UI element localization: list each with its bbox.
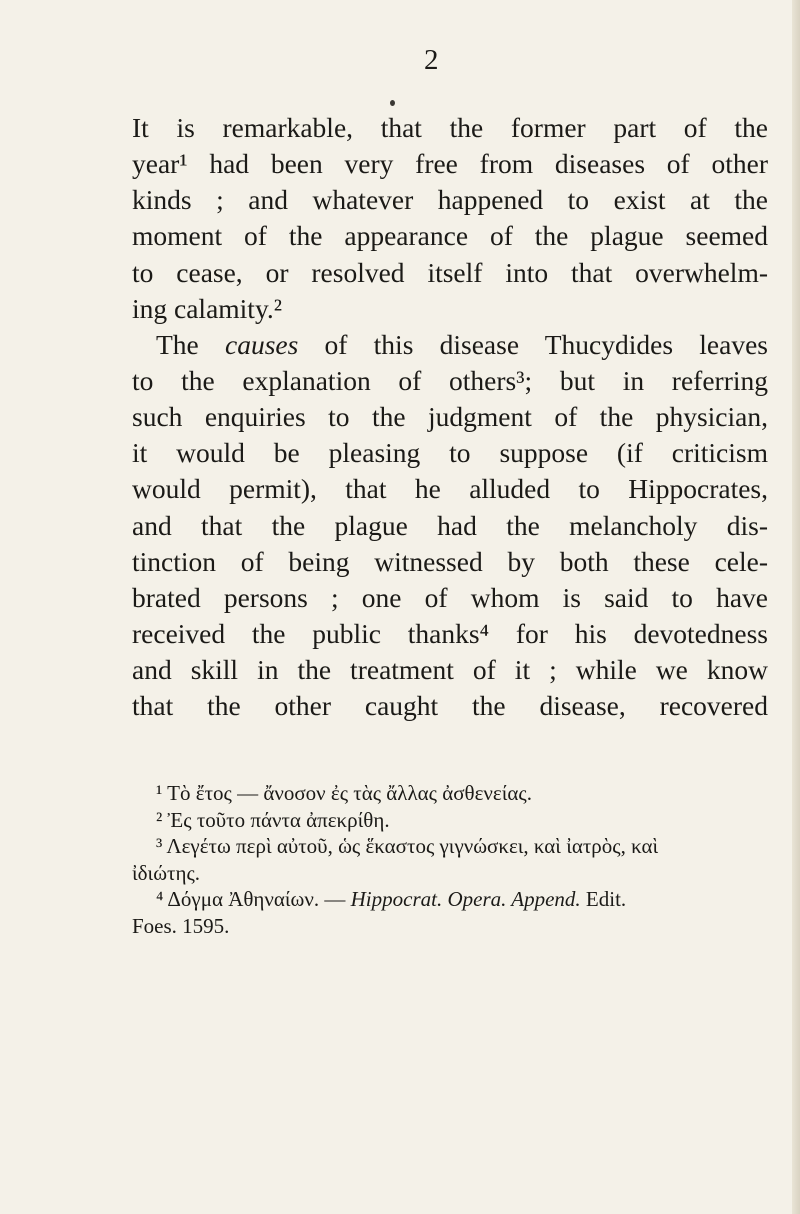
body-line: brated persons ; one of whom is said to have	[132, 581, 768, 613]
body-line: tinction of being witnessed by both these cele-	[132, 545, 768, 577]
body-line: such enquiries to the judgment of the physician,	[132, 401, 768, 433]
body-line: it would be pleasing to suppose (if criticism	[132, 437, 768, 469]
ink-speck	[390, 100, 395, 106]
footnote-3-continued: ἰδιώτης.	[132, 860, 201, 885]
body-line: received the public thanks⁴ for his devotedness	[132, 617, 768, 649]
footnote-text: Edit.	[580, 887, 627, 912]
page-number: 2	[424, 44, 439, 76]
body-line: ing calamity.²	[132, 292, 283, 324]
footnote-4-continued: Foes. 1595.	[132, 913, 230, 938]
body-line: that the other caught the disease, recovered	[132, 690, 768, 722]
footnote-1: ¹ Τὸ ἔτος — ἄνοσον ἐς τὰς ἄλλας ἀσθενείας.	[156, 781, 532, 805]
footnote-2: ² Ἐς τοῦτο πάντα ἀπεκρίθη.	[156, 807, 390, 832]
body-line: would permit), that he alluded to Hippocrates,	[132, 473, 768, 505]
body-line: and skill in the treatment of it ; while we know	[132, 654, 768, 686]
body-line: to cease, or resolved itself into that overwhelm-	[132, 256, 768, 288]
page-edge-shadow	[792, 0, 800, 1214]
body-line: to the explanation of others³; but in referring	[132, 364, 768, 396]
body-line	[132, 327, 768, 363]
body-line: moment of the appearance of the plague seemed	[132, 220, 768, 252]
body-line: year¹ had been very free from diseases of other	[132, 148, 768, 180]
footnote-text: ⁴ Δόγμα Ἀθηναίων. —	[156, 887, 351, 912]
body-line: It is remarkable, that the former part of the	[132, 112, 768, 143]
footnote-4	[132, 886, 768, 913]
body-line-text: The	[156, 328, 225, 360]
footnote-citation: Hippocrat. Opera. Append.	[350, 887, 581, 912]
body-line-text: of this disease Thucydides leaves	[298, 328, 768, 360]
emphasis-causes: causes	[224, 328, 299, 360]
body-line: kinds ; and whatever happened to exist at the	[132, 184, 768, 216]
footnote-3: ³ Λεγέτω περὶ αὐτοῦ, ὡς ἕκαστος γιγνώσκει, καὶ ἰατρὸς, καὶ	[156, 834, 659, 859]
body-line: and that the plague had the melancholy dis-	[132, 509, 768, 541]
footnotes	[132, 780, 768, 940]
body-text	[132, 110, 768, 724]
